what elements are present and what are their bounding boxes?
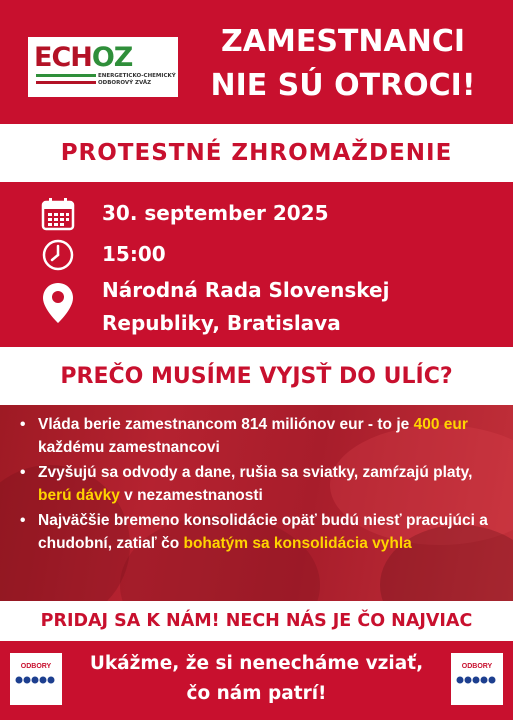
header-band: [0, 0, 513, 124]
odbory-logo-right: ODBORY: [451, 653, 503, 705]
footer-message: [70, 649, 443, 709]
people-icon: [455, 675, 499, 685]
footer-line-2: čo nám patrí!: [186, 683, 327, 704]
why-title: PREČO MUSÍME VYJSŤ DO ULÍC?: [60, 363, 453, 389]
echoz-logo: [28, 37, 178, 97]
event-time: 15:00: [102, 242, 166, 266]
people-icon: [14, 675, 58, 685]
logo-stripe-red: [36, 81, 96, 84]
headline-line-2: NIE SÚ OTROCI!: [210, 68, 476, 103]
headline: [188, 20, 498, 108]
logo-stripe-green: [36, 74, 96, 77]
crowd-photo-background: [0, 405, 513, 601]
event-place-line-2: Republiky, Bratislava: [102, 311, 341, 335]
footer-line-1: Ukážme, že si nenecháme vziať,: [89, 653, 424, 674]
list-item: • Vláda berie zamestnancom 814 miliónov eur - to je 400 eur každému zamestnancovi: [18, 413, 503, 459]
footer-band: [0, 641, 513, 720]
headline-line-1: ZAMESTNANCI: [221, 24, 465, 59]
join-band: [0, 601, 513, 641]
odbory-logo-left: ODBORY: [10, 653, 62, 705]
why-title-band: [0, 347, 513, 405]
event-date: 30. september 2025: [102, 201, 329, 225]
logo-subtitle: ENERGETICKO-CHEMICKÝ ODBOROVÝ ZVÄZ: [98, 73, 176, 86]
event-place-line-1: Národná Rada Slovenskej: [102, 278, 390, 302]
logo-wordmark: ECHOZ: [34, 42, 133, 73]
event-title: PROTESTNÉ ZHROMAŽDENIE: [60, 140, 453, 166]
list-item: • Najväčšie bremeno konsolidácie opäť budú niesť pracujúci a chudobní, zatiaľ čo bohatým sa konsolidácia vyhla: [18, 509, 503, 555]
join-text: PRIDAJ SA K NÁM! NECH NÁS JE ČO NAJVIAC: [40, 611, 473, 631]
event-title-band: [0, 124, 513, 182]
reasons-list: [18, 413, 503, 557]
clock-icon: [40, 237, 76, 273]
list-item: • Zvyšujú sa odvody a dane, rušia sa sviatky, zamŕzajú platy, berú dávky v nezamestnanosti: [18, 461, 503, 507]
event-details: [0, 182, 513, 347]
location-pin-icon: [40, 281, 76, 325]
calendar-icon: [40, 196, 76, 232]
